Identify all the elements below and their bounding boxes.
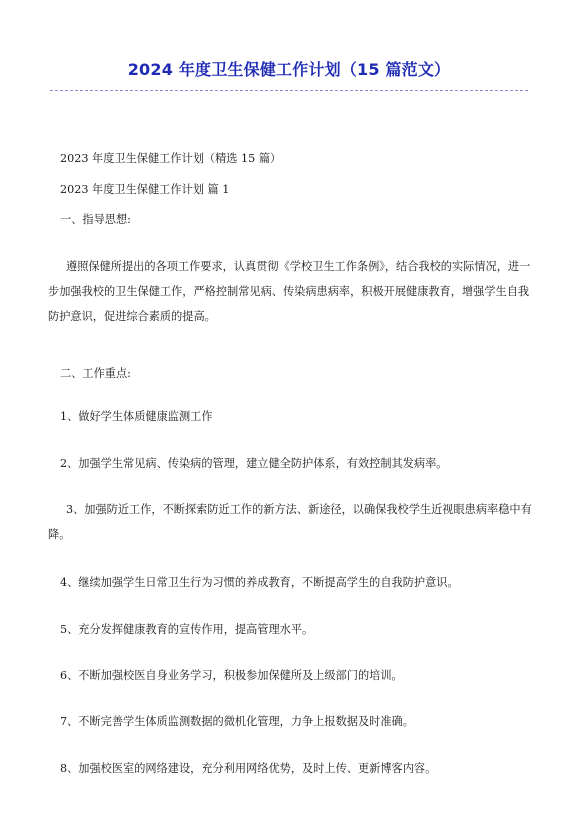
list-item-3	[48, 497, 532, 547]
list-item-4: 4、继续加强学生日常卫生行为习惯的养成教育，不断提高学生的自我防护意识。	[60, 576, 459, 589]
section-heading-guiding-thought: 一、指导思想:	[60, 213, 131, 226]
list-item-5: 5、充分发挥健康教育的宣传作用，提高管理水平。	[60, 623, 314, 636]
section-heading-work-focus: 二、工作重点:	[60, 367, 131, 380]
list-item-6: 6、不断加强校医自身业务学习，积极参加保健所及上级部门的培训。	[60, 669, 403, 682]
subtitle-part-1: 2023 年度卫生保健工作计划 篇 1	[60, 183, 230, 196]
list-item-2: 2、加强学生常见病、传染病的管理，建立健全防护体系，有效控制其发病率。	[60, 457, 448, 470]
list-item-3-text: 3、加强防近工作，不断探索防近工作的新方法、新途径，以确保我校学生近视眼患病率稳中有降。	[48, 503, 532, 541]
document-title: 2024 年度卫生保健工作计划（15 篇范文）	[127, 60, 451, 79]
paragraph-guiding-thought	[48, 254, 532, 329]
list-item-7: 7、不断完善学生体质监测数据的微机化管理，力争上报数据及时准确。	[60, 715, 414, 728]
subtitle-collection: 2023 年度卫生保健工作计划（精选 15 篇）	[60, 152, 282, 165]
list-item-8: 8、加强校医室的网络建设，充分利用网络优势，及时上传、更新博客内容。	[60, 762, 437, 775]
list-item-1: 1、做好学生体质健康监测工作	[60, 410, 213, 423]
title-divider	[50, 90, 528, 91]
paragraph-guiding-thought-text: 遵照保健所提出的各项工作要求，认真贯彻《学校卫生工作条例》，结合我校的实际情况，进一步加强我校的卫生保健工作，严格控制常见病、传染病患病率，积极开展健康教育，增强学生自我防护意识，促进综合素质的提高。	[48, 260, 531, 323]
